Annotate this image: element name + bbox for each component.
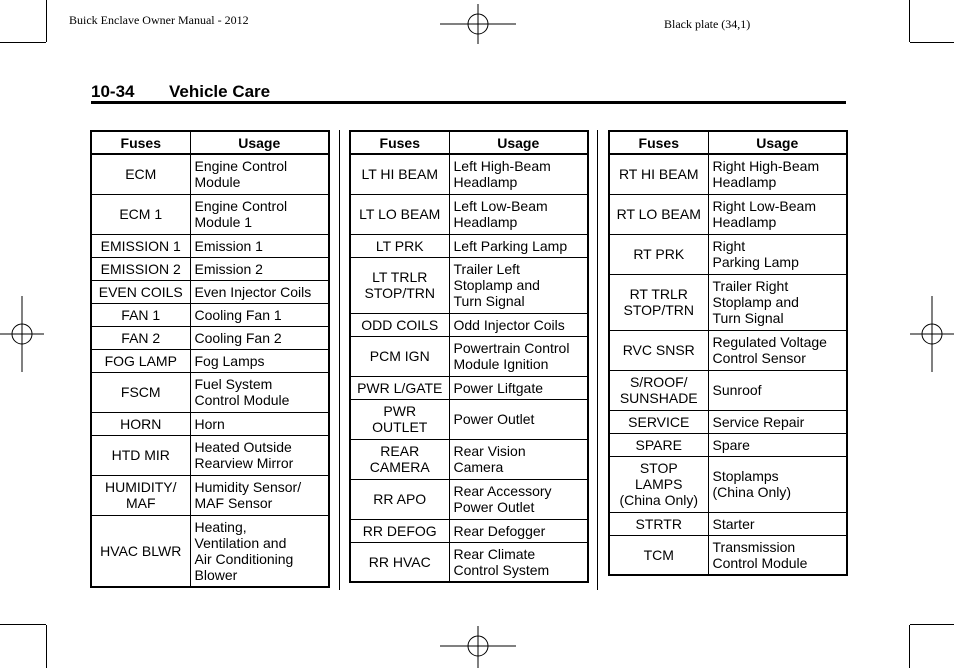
cell-text-line: Turn Signal [453, 293, 525, 309]
fuse-usage-cell [449, 154, 588, 194]
cell-text-line: FAN 1 [121, 306, 161, 323]
crop-mark [46, 625, 47, 668]
registration-mark-icon [910, 296, 954, 372]
fuse-name-cell [609, 433, 708, 456]
table-row [350, 376, 588, 399]
cell-text-line: Emission 2 [194, 260, 263, 277]
fuse-usage-cell [190, 435, 329, 475]
table-row [609, 154, 847, 194]
cell-text-line: Cooling Fan 2 [194, 329, 282, 346]
cell-text-line: Blower [194, 566, 238, 583]
table-row [91, 515, 329, 587]
table-row [609, 274, 847, 330]
fuse-table-right [608, 130, 848, 576]
cell-text-line: CAMERA [369, 459, 430, 475]
fuse-usage-cell [708, 274, 847, 330]
cell-text-line: ODD COILS [361, 316, 439, 333]
table-row [609, 410, 847, 433]
cell-text-line: Rear Climate [453, 545, 536, 562]
column-divider [597, 130, 598, 590]
cell-text-line: Air Conditioning [194, 550, 294, 567]
cell-text-line: (China Only) [619, 492, 699, 508]
cell-text-line: Rear Defogger [453, 522, 546, 539]
column-header-fuses: Fuses [350, 131, 449, 154]
table-row [91, 412, 329, 435]
cell-text-line: Fog Lamps [194, 352, 265, 369]
table-header-row [350, 131, 588, 154]
cell-text-line: HTD MIR [111, 447, 170, 463]
table-row [350, 439, 588, 479]
crop-mark [910, 42, 954, 43]
cell-text-line: PWR [383, 403, 417, 419]
cell-text-line: Right [712, 238, 746, 254]
cell-text-line: Stoplamp and [712, 294, 799, 310]
table-row [350, 542, 588, 582]
cell-text-line: PCM IGN [369, 348, 430, 364]
cell-text-line: S/ROOF/ [629, 374, 688, 390]
table-row [350, 313, 588, 336]
cell-text-line: STOP [639, 460, 678, 476]
cell-text-line: Module Ignition [453, 356, 549, 372]
fuse-usage-cell [190, 280, 329, 303]
table-header-row [91, 131, 329, 154]
cell-text-line: OUTLET [372, 419, 428, 435]
table-row [350, 479, 588, 519]
fuse-name-cell [91, 280, 190, 303]
section-heading [91, 82, 270, 102]
cell-text-line: Rearview Mirror [194, 455, 294, 471]
cell-text-line: ECM 1 [119, 206, 163, 222]
cell-text-line: Starter [712, 515, 755, 532]
cell-text-line: ECM [125, 166, 157, 183]
table-row [350, 154, 588, 194]
cell-text-line: MAF Sensor [194, 495, 273, 511]
fuse-usage-cell [449, 399, 588, 439]
cell-text-line: Control Module [194, 392, 290, 408]
fuse-usage-cell [190, 234, 329, 257]
cell-text-line: Left Low-Beam [453, 198, 548, 214]
fuse-name-cell [350, 194, 449, 234]
table-row [350, 257, 588, 313]
cell-text-line: Trailer Right [712, 278, 789, 294]
fuse-usage-cell [190, 154, 329, 194]
column-header-usage: Usage [190, 131, 329, 154]
table-row [350, 234, 588, 257]
fuse-table-middle [349, 130, 589, 583]
fuse-usage-cell [190, 372, 329, 412]
fuse-usage-cell [190, 303, 329, 326]
table-row [91, 194, 329, 234]
fuse-name-cell [91, 349, 190, 372]
fuse-usage-cell [708, 433, 847, 456]
table-row [91, 257, 329, 280]
crop-mark [0, 624, 46, 625]
table-row [350, 336, 588, 376]
cell-text-line: SPARE [635, 436, 682, 453]
cell-text-line: SERVICE [628, 413, 690, 430]
cell-text-line: Rear Vision [453, 443, 526, 459]
fuse-name-cell [91, 435, 190, 475]
fuse-usage-cell [708, 154, 847, 194]
fuse-name-cell [609, 410, 708, 433]
cell-text-line: Power Liftgate [453, 379, 543, 396]
fuse-name-cell [609, 234, 708, 274]
table-row [91, 326, 329, 349]
table-row [350, 519, 588, 542]
fuse-name-cell [91, 154, 190, 194]
registration-mark-icon [440, 4, 516, 44]
fuse-usage-cell [708, 512, 847, 535]
cell-text-line: Regulated Voltage [712, 334, 827, 350]
cell-text-line: RR DEFOG [362, 522, 437, 539]
fuse-name-cell [350, 542, 449, 582]
column-header-fuses: Fuses [609, 131, 708, 154]
fuse-name-cell [91, 412, 190, 435]
fuse-usage-cell [449, 439, 588, 479]
cell-text-line: Spare [712, 436, 750, 453]
fuse-name-cell [91, 515, 190, 587]
cell-text-line: Rear Accessory [453, 483, 552, 499]
table-row [609, 433, 847, 456]
fuse-usage-cell [449, 519, 588, 542]
fuse-name-cell [609, 274, 708, 330]
fuse-usage-cell [708, 456, 847, 512]
fuse-name-cell [350, 376, 449, 399]
running-header-plate: Black plate (34,1) [664, 17, 751, 31]
cell-text-line: Trailer Left [453, 261, 520, 277]
fuse-name-cell [350, 336, 449, 376]
heading-rule [91, 101, 846, 104]
column-header-usage: Usage [708, 131, 847, 154]
cell-text-line: Headlamp [712, 214, 777, 230]
fuse-name-cell [91, 303, 190, 326]
cell-text-line: Headlamp [712, 174, 777, 191]
cell-text-line: RR HVAC [368, 553, 431, 570]
crop-mark [910, 624, 954, 625]
cell-text-line: Headlamp [453, 174, 518, 191]
cell-text-line: Heated Outside [194, 439, 292, 455]
fuse-usage-cell [449, 376, 588, 399]
fuse-usage-cell [190, 194, 329, 234]
cell-text-line: Cooling Fan 1 [194, 306, 282, 323]
table-row [609, 535, 847, 575]
cell-text-line: REAR [380, 443, 420, 459]
cell-text-line: Powertrain Control [453, 340, 570, 356]
fuse-name-cell [91, 372, 190, 412]
cell-text-line: Stoplamp and [453, 277, 540, 293]
fuse-usage-cell [708, 194, 847, 234]
cell-text-line: HVAC BLWR [100, 542, 182, 559]
cell-text-line: LAMPS [635, 476, 683, 492]
cell-text-line: TCM [643, 546, 674, 563]
registration-mark-icon [0, 296, 44, 372]
cell-text-line: Parking Lamp [712, 254, 799, 270]
cell-text-line: LT TRLR [372, 269, 428, 285]
cell-text-line: LT HI BEAM [361, 166, 438, 183]
fuse-name-cell [350, 399, 449, 439]
cell-text-line: Power Outlet [453, 499, 535, 515]
fuse-usage-cell [708, 234, 847, 274]
fuse-name-cell [609, 370, 708, 410]
cell-text-line: Engine Control [194, 158, 288, 175]
fuse-name-cell [350, 257, 449, 313]
fuse-usage-cell [708, 330, 847, 370]
cell-text-line: (China Only) [712, 484, 792, 500]
cell-text-line: RVC SNSR [622, 342, 695, 358]
fuse-name-cell [350, 479, 449, 519]
fuse-usage-cell [190, 515, 329, 587]
cell-text-line: Camera [453, 459, 504, 475]
cell-text-line: Engine Control [194, 198, 288, 214]
table-row [609, 512, 847, 535]
table-row [609, 330, 847, 370]
cell-text-line: Emission 1 [194, 237, 263, 254]
column-header-fuses: Fuses [91, 131, 190, 154]
fuse-usage-cell [190, 326, 329, 349]
cell-text-line: Right High-Beam [712, 158, 820, 175]
table-row [91, 349, 329, 372]
cell-text-line: Stoplamps [712, 468, 779, 484]
crop-mark [0, 42, 46, 43]
cell-text-line: RT HI BEAM [618, 166, 699, 183]
cell-text-line: PWR L/GATE [357, 379, 443, 396]
crop-mark [909, 0, 910, 42]
fuse-usage-cell [708, 370, 847, 410]
table-row [350, 399, 588, 439]
cell-text-line: Module 1 [194, 214, 253, 230]
cell-text-line: Transmission [712, 538, 796, 555]
cell-text-line: RT TRLR [629, 286, 688, 302]
cell-text-line: HUMIDITY/ [104, 479, 177, 495]
fuse-usage-cell [449, 542, 588, 582]
cell-text-line: FSCM [120, 384, 161, 400]
column-divider [339, 130, 340, 590]
fuse-name-cell [609, 154, 708, 194]
cell-text-line: STRTR [635, 515, 682, 532]
cell-text-line: Control Sensor [712, 350, 806, 366]
fuse-table-left [90, 130, 330, 588]
table-header-row [609, 131, 847, 154]
cell-text-line: Sunroof [712, 382, 762, 398]
running-header-title: Buick Enclave Owner Manual - 2012 [69, 13, 249, 27]
fuse-usage-cell [190, 475, 329, 515]
cell-text-line: FAN 2 [121, 329, 161, 346]
fuse-usage-cell [449, 194, 588, 234]
cell-text-line: Heating, [194, 518, 247, 535]
cell-text-line: Right Low-Beam [712, 198, 816, 214]
cell-text-line: HORN [120, 415, 162, 432]
table-row [91, 372, 329, 412]
cell-text-line: LT PRK [375, 237, 424, 254]
cell-text-line: EMISSION 2 [100, 260, 181, 277]
cell-text-line: RT LO BEAM [616, 206, 701, 222]
fuse-usage-cell [190, 412, 329, 435]
cell-text-line: Service Repair [712, 413, 805, 430]
table-row [609, 234, 847, 274]
fuse-name-cell [350, 154, 449, 194]
cell-text-line: SUNSHADE [619, 390, 698, 406]
table-row [609, 194, 847, 234]
cell-text-line: Headlamp [453, 214, 518, 230]
cell-text-line: MAF [125, 495, 156, 511]
table-row [91, 475, 329, 515]
fuse-name-cell [91, 326, 190, 349]
fuse-name-cell [91, 475, 190, 515]
cell-text-line: RR APO [373, 491, 427, 507]
cell-text-line: LT LO BEAM [359, 206, 441, 222]
cell-text-line: Left Parking Lamp [453, 237, 568, 254]
table-row [609, 370, 847, 410]
table-row [91, 234, 329, 257]
fuse-name-cell [609, 330, 708, 370]
cell-text-line: FOG LAMP [104, 352, 177, 369]
crop-mark [46, 0, 47, 42]
registration-mark-icon [440, 626, 516, 668]
fuse-name-cell [350, 439, 449, 479]
table-row [91, 435, 329, 475]
fuse-name-cell [350, 234, 449, 257]
cell-text-line: Module [194, 174, 241, 191]
fuse-name-cell [350, 313, 449, 336]
fuse-name-cell [91, 194, 190, 234]
table-row [91, 280, 329, 303]
crop-mark [909, 625, 910, 668]
fuse-usage-cell [708, 535, 847, 575]
fuse-name-cell [609, 512, 708, 535]
cell-text-line: Odd Injector Coils [453, 316, 565, 333]
fuse-usage-cell [449, 479, 588, 519]
fuse-name-cell [609, 456, 708, 512]
cell-text-line: Horn [194, 415, 225, 432]
table-row [350, 194, 588, 234]
table-row [609, 456, 847, 512]
fuse-name-cell [609, 194, 708, 234]
fuse-usage-cell [449, 336, 588, 376]
cell-text-line: Ventilation and [194, 534, 287, 551]
cell-text-line: Even Injector Coils [194, 283, 312, 300]
fuse-usage-cell [449, 234, 588, 257]
fuse-name-cell [609, 535, 708, 575]
fuse-name-cell [350, 519, 449, 542]
table-row [91, 303, 329, 326]
page-number: 10-34 [91, 82, 135, 101]
fuse-usage-cell [449, 257, 588, 313]
cell-text-line: Control System [453, 561, 550, 578]
cell-text-line: Left High-Beam [453, 158, 551, 175]
cell-text-line: Control Module [712, 554, 808, 571]
table-row [91, 154, 329, 194]
section-title: Vehicle Care [169, 82, 271, 101]
column-header-usage: Usage [449, 131, 588, 154]
cell-text-line: Fuel System [194, 376, 273, 392]
fuse-name-cell [91, 234, 190, 257]
cell-text-line: Humidity Sensor/ [194, 479, 302, 495]
cell-text-line: Turn Signal [712, 310, 784, 326]
cell-text-line: STOP/TRN [623, 302, 695, 318]
fuse-usage-cell [449, 313, 588, 336]
cell-text-line: Power Outlet [453, 411, 535, 427]
fuse-usage-cell [190, 257, 329, 280]
fuse-name-cell [91, 257, 190, 280]
cell-text-line: EVEN COILS [98, 283, 183, 300]
cell-text-line: RT PRK [633, 246, 685, 262]
fuse-usage-cell [190, 349, 329, 372]
cell-text-line: EMISSION 1 [100, 237, 181, 254]
fuse-usage-cell [708, 410, 847, 433]
cell-text-line: STOP/TRN [364, 285, 436, 301]
